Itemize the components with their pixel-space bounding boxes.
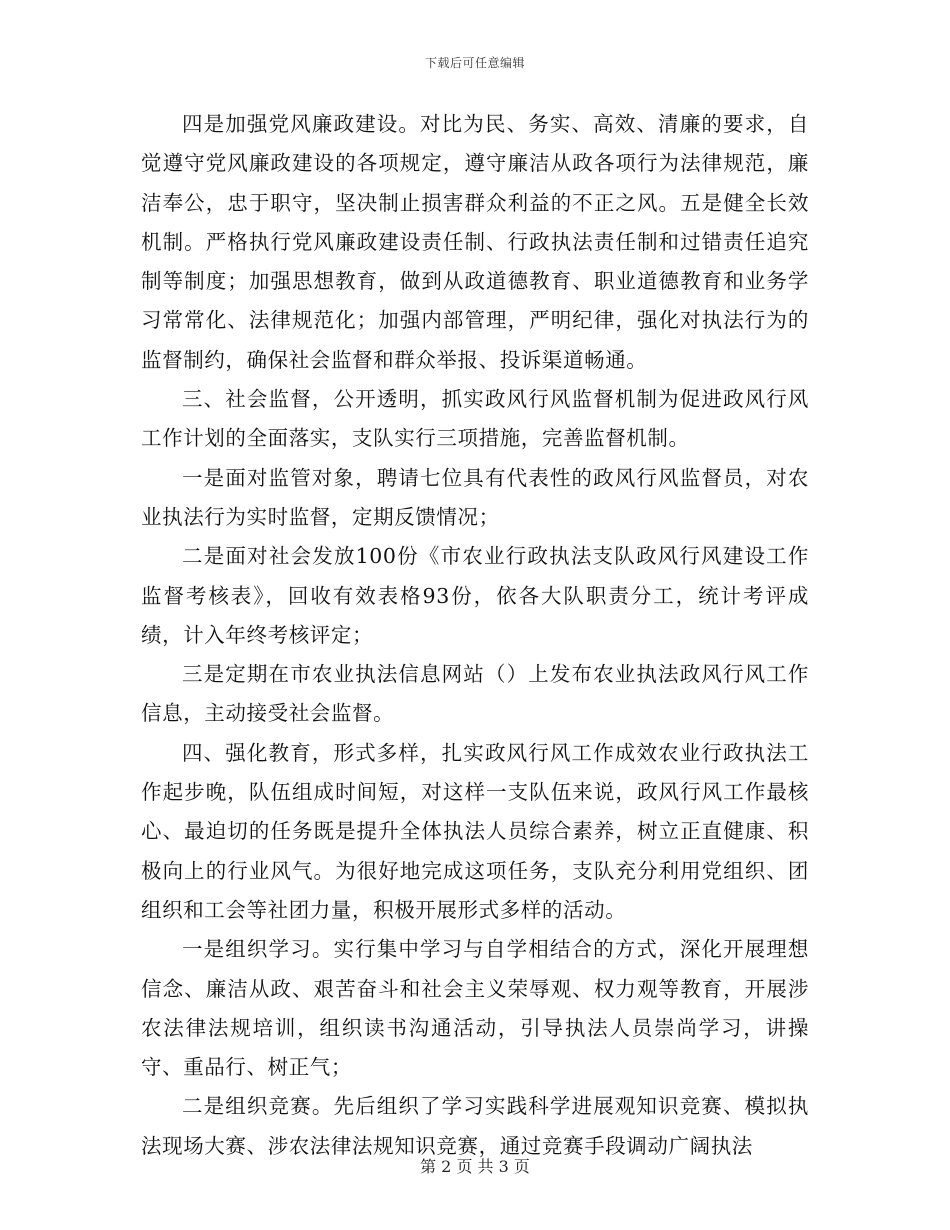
paragraph-social-supervision: 三、社会监督，公开透明，抓实政风行风监督机制为促进政风行风工作计划的全面落实，支队实行三项措施，完善监督机制。 xyxy=(141,387,809,451)
document-body xyxy=(141,105,809,1166)
page-number: 第 2 页 共 3 页 xyxy=(420,1157,530,1176)
paragraph-study: 一是组织学习。实行集中学习与自学相结合的方式，深化开展理想信念、廉洁从政、艰苦奋斗和社会主义荣辱观、权力观等教育，开展涉农法律法规培训，组织读书沟通活动，引导执法人员崇尚学习，讲操守、重品行、树正气； xyxy=(141,937,809,1080)
paragraph-competition: 二是组织竞赛。先后组织了学习实践科学进展观知识竞赛、模拟执法现场大赛、涉农法律法规知识竞赛，通过竞赛手段调动广阔执法 xyxy=(141,1094,809,1158)
page-header-note: 下载后可任意编辑 xyxy=(424,56,525,70)
paragraph-party-conduct: 四是加强党风廉政建设。对比为民、务实、高效、清廉的要求，自觉遵守党风廉政建设的各项规定，遵守廉洁从政各项行为法律规范，廉洁奉公，忠于职守，坚决制止损害群众利益的不正之风。五是健全长效机制。严格执行党风廉政建设责任制、行政执法责任制和过错责任追究制等制度；加强思想教育，做到从政道德教育、职业道德教育和业务学习常常化、法律规范化；加强内部管理，严明纪律，强化对执法行为的监督制约，确保社会监督和群众举报、投诉渠道畅通。 xyxy=(141,112,809,372)
paragraph-education: 四、强化教育，形式多样，扎实政风行风工作成效农业行政执法工作起步晚，队伍组成时间短，对这样一支队伍来说，政风行风工作最核心、最迫切的任务既是提升全体执法人员综合素养，树立正直健康、积极向上的行业风气。为很好地完成这项任务，支队充分利用党组织、团组织和工会等社团力量，积极开展形式多样的活动。 xyxy=(141,740,809,922)
paragraph-website-info: 三是定期在市农业执法信息网站（）上发布农业执法政风行风工作信息，主动接受社会监督。 xyxy=(141,662,809,726)
paragraph-supervisors: 一是面对监管对象，聘请七位具有代表性的政风行风监督员，对农业执法行为实时监督，定期反馈情况； xyxy=(141,465,809,529)
paragraph-survey-forms: 二是面对社会发放100份《市农业行政执法支队政风行风建设工作监督考核表》，回收有效表格93份，依各大队职责分工，统计考评成绩，计入年终考核评定； xyxy=(141,544,809,647)
